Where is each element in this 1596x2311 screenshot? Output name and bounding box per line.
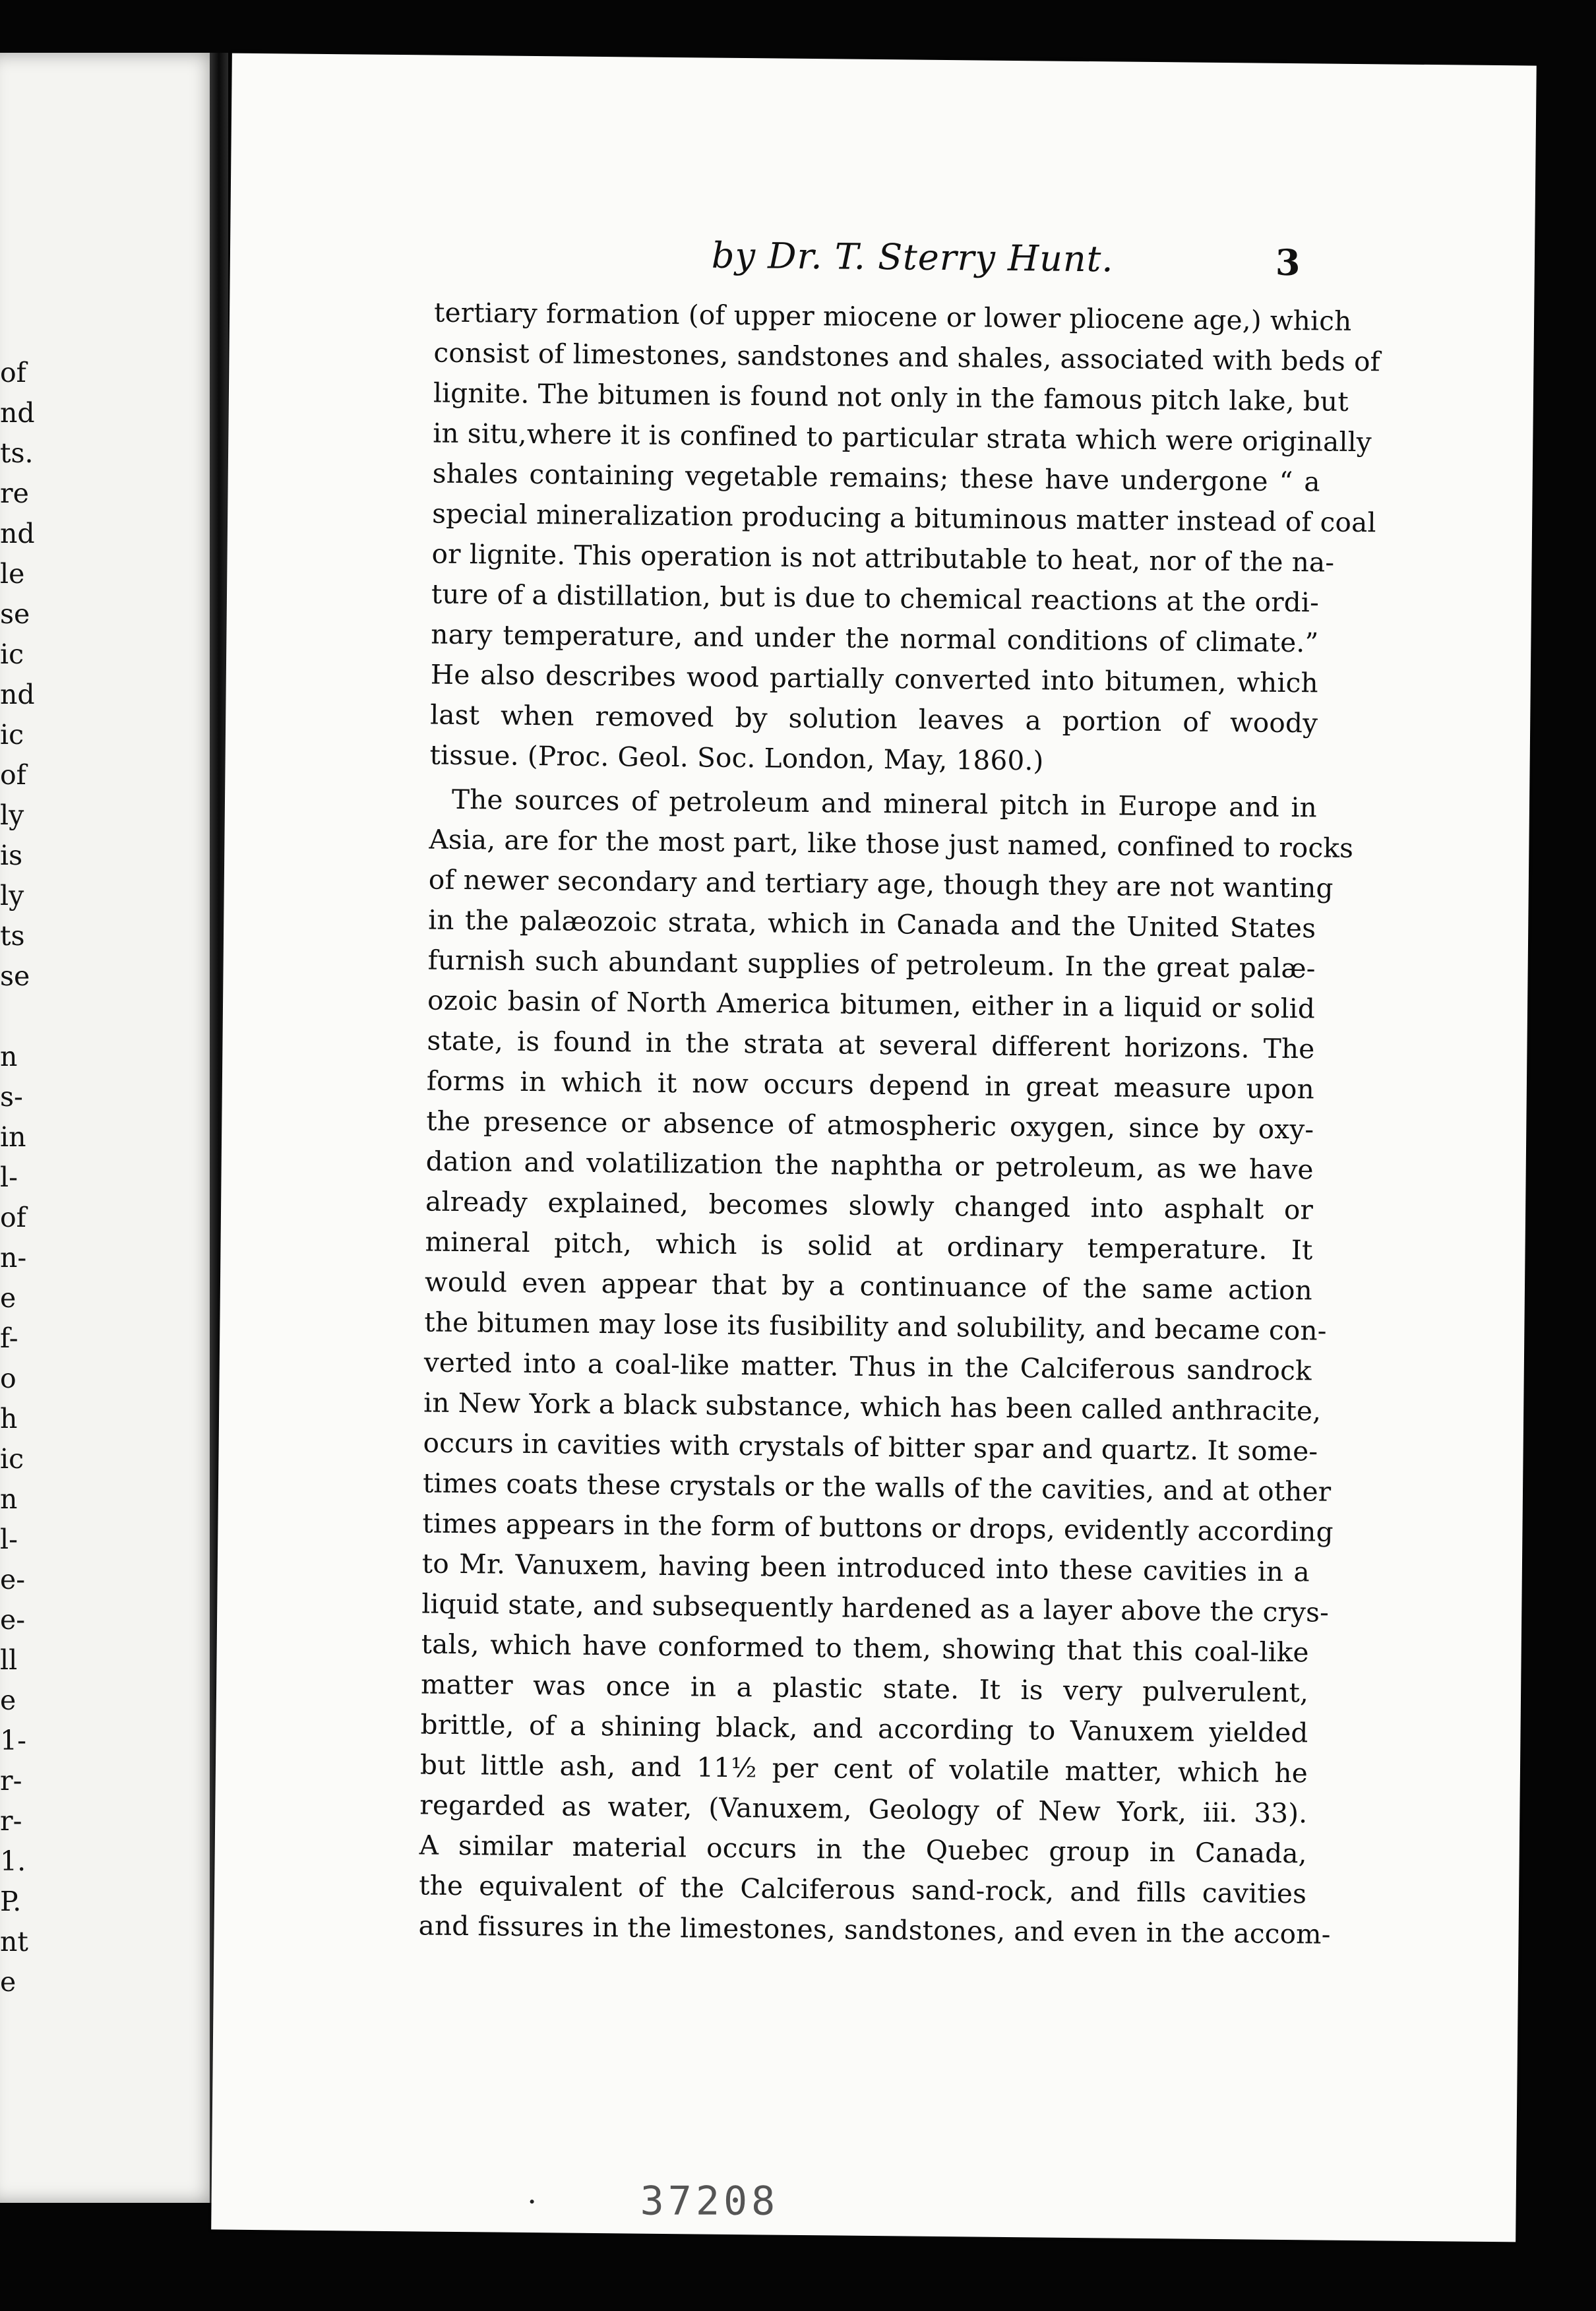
running-title: by Dr. T. Sterry Hunt.: [711, 234, 1114, 280]
left-page-text-fragments: [0, 353, 35, 2002]
left-page-fragment: of: [0, 759, 26, 791]
left-page-fragment: l-: [0, 1161, 18, 1193]
left-page-fragment: n-: [0, 1242, 27, 1274]
left-page-fragment: h: [0, 1403, 18, 1434]
text-line: tertiary formation (of upper miocene or lower pliocene age,) which: [433, 296, 1352, 337]
text-line: the equivalent of the Calciferous sand-rock, and fills cavities: [419, 1869, 1307, 1910]
text-line: He also describes wood partially converted into bitumen, which: [430, 658, 1319, 699]
text-line: The sources of petroleum and mineral pitch in Europe and in: [451, 783, 1318, 824]
left-page-fragment: n: [0, 1041, 18, 1072]
text-line: would even appear that by a continuance of the same action: [424, 1266, 1313, 1307]
text-line: but little ash, and 11½ per cent of volatile matter, which he: [419, 1748, 1308, 1789]
left-page-fragment: 1-: [0, 1725, 26, 1756]
text-line: last when removed by solution leaves a portion of woody: [430, 698, 1318, 739]
text-line: Asia, are for the most part, like those just named, confined to rocks: [429, 823, 1354, 864]
left-page-fragment: e: [0, 1684, 16, 1716]
page-number: 3: [1275, 241, 1301, 284]
left-page-fragment: nd: [0, 397, 35, 429]
text-line: the presence or absence of atmospheric oxygen, since by oxy-: [426, 1105, 1314, 1146]
text-line: tals, which have conformed to them, showing that this coal-like: [421, 1628, 1309, 1669]
text-line: verted into a coal-like matter. Thus in the Calciferous sandrock: [423, 1346, 1312, 1387]
left-page-fragment: se: [0, 960, 30, 992]
text-line: occurs in cavities with crystals of bitter spar and quartz. It some-: [423, 1427, 1318, 1467]
left-page-fragment: re: [0, 478, 29, 509]
left-page-fragment: in: [0, 1121, 26, 1153]
left-page-fragment: n: [0, 1483, 18, 1515]
text-line: dation and volatilization the naphtha or petroleum, as we have: [425, 1145, 1314, 1186]
text-line: tissue. (Proc. Geol. Soc. London, May, 1860.): [429, 739, 1044, 777]
left-page-fragment: f-: [0, 1322, 18, 1354]
text-line: forms in which it now occurs depend in great measure upon: [426, 1064, 1315, 1105]
text-line: liquid state, and subsequently hardened as a layer above the crys-: [421, 1587, 1330, 1628]
left-page-fragment: nd: [0, 518, 35, 549]
text-line: nary temperature, and under the normal conditions of climate.”: [431, 618, 1319, 659]
left-page-fragment: of: [0, 357, 26, 388]
text-line: mineral pitch, which is solid at ordinary temperature. It: [425, 1225, 1313, 1266]
left-page-fragment: e: [0, 1282, 16, 1314]
text-line: furnish such abundant supplies of petroleum. In the great palæ-: [427, 944, 1316, 985]
text-line: ozoic basin of North America bitumen, either in a liquid or solid: [427, 984, 1316, 1025]
text-line: brittle, of a shining black, and according to Vanuxem yielded: [420, 1708, 1308, 1749]
text-line: times coats these crystals or the walls of the cavities, and at other: [422, 1467, 1332, 1508]
scan-speck: [530, 2200, 534, 2203]
left-facing-page: [0, 53, 221, 2203]
text-line: regarded as water, (Vanuxem, Geology of New York, iii. 33).: [419, 1789, 1308, 1830]
left-page-fragment: r-: [0, 1765, 22, 1797]
text-line: to Mr. Vanuxem, having been introduced into these cavities in a: [421, 1547, 1310, 1588]
left-page-fragment: [0, 997, 26, 1037]
left-page-fragment: ll: [0, 1644, 18, 1676]
left-page-fragment: ts: [0, 920, 25, 952]
left-page-fragment: ic: [0, 638, 24, 670]
text-line: in situ,where it is confined to particular strata which were originally: [433, 417, 1372, 458]
text-line: or lignite. This operation is not attributable to heat, nor of the na-: [431, 538, 1335, 578]
left-page-fragment: 1.: [0, 1845, 26, 1877]
left-page-fragment: ic: [0, 1443, 24, 1475]
left-page-fragment: l-: [0, 1524, 18, 1555]
left-page-fragment: le: [0, 558, 25, 590]
handwritten-catalog-number: 37208: [640, 2178, 780, 2225]
left-page-fragment: P.: [0, 1886, 22, 1917]
left-page-fragment: s-: [0, 1081, 23, 1113]
left-page-fragment: ly: [0, 880, 24, 911]
left-page-fragment: nt: [0, 1926, 28, 1957]
left-page-fragment: e: [0, 1966, 16, 1998]
text-line: A similar material occurs in the Quebec group in Canada,: [419, 1829, 1307, 1870]
text-line: ture of a distillation, but is due to chemical reactions at the ordi-: [431, 578, 1320, 619]
left-page-fragment: ts.: [0, 437, 34, 469]
text-line: state, is found in the strata at several different horizons. The: [427, 1024, 1315, 1065]
left-page-fragment: of: [0, 1202, 26, 1233]
text-line: special mineralization producing a bituminous matter instead of coal: [431, 497, 1376, 539]
book-page: [211, 53, 1537, 2242]
left-page-fragment: se: [0, 598, 30, 630]
left-page-fragment: o: [0, 1363, 16, 1394]
text-line: already explained, becomes slowly changed into asphalt or: [425, 1185, 1314, 1226]
text-line: and fissures in the limestones, sandstones, and even in the accom-: [418, 1909, 1331, 1950]
left-page-fragment: r-: [0, 1805, 22, 1837]
left-page-fragment: is: [0, 840, 23, 871]
text-line: in New York a black substance, which has been called anthracite,: [423, 1386, 1322, 1427]
text-line: matter was once in a plastic state. It is very pulverulent,: [420, 1668, 1309, 1709]
left-page-fragment: ly: [0, 799, 24, 831]
text-line: shales containing vegetable remains; these have undergone “ a: [432, 457, 1320, 498]
text-line: consist of limestones, sandstones and shales, associated with beds of: [433, 336, 1381, 378]
left-page-fragment: e-: [0, 1604, 26, 1636]
left-page-fragment: e-: [0, 1564, 26, 1595]
body-text: [418, 293, 1381, 1955]
text-line: times appears in the form of buttons or drops, evidently according: [422, 1507, 1334, 1548]
text-line: in the palæozoic strata, which in Canada and the United States: [428, 904, 1316, 944]
left-page-fragment: nd: [0, 679, 35, 710]
text-line: the bitumen may lose its fusibility and solubility, and became con-: [424, 1306, 1327, 1347]
left-page-fragment: ic: [0, 719, 24, 751]
text-line: of newer secondary and tertiary age, though they are not wanting: [428, 863, 1334, 904]
text-line: lignite. The bitumen is found not only in the famous pitch lake, but: [433, 377, 1349, 417]
running-head: [230, 230, 1535, 289]
